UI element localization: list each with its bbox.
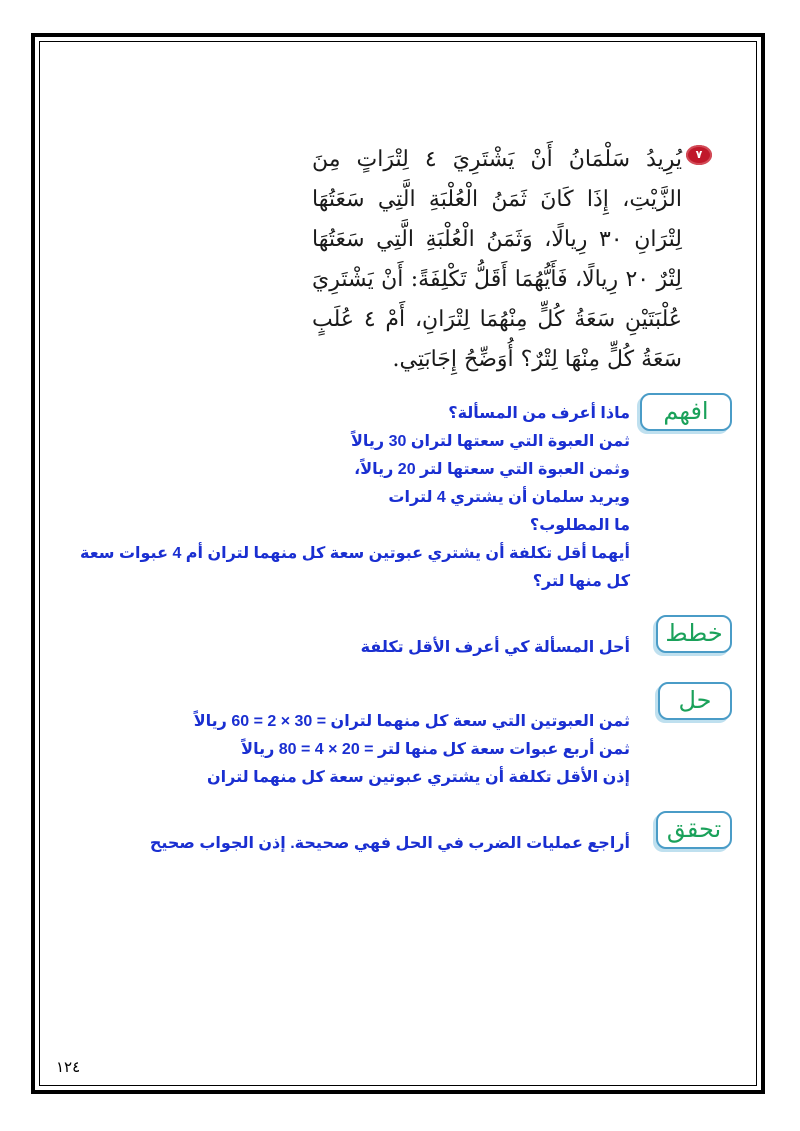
check-line: أراجع عمليات الضرب في الحل فهي صحيحة. إذن الجواب صحيح [149, 835, 630, 852]
solve-section [194, 708, 630, 792]
understand-line: أيهما أقل تكلفة أن يشتري عبوتين سعة كل منهما لتران أم 4 عبوات سعة [80, 545, 630, 562]
plan-tag: خطط [656, 615, 732, 653]
solve-tag: حل [658, 682, 732, 720]
solve-line: ثمن أربع عبوات سعة كل منها لتر = 20 × 4 = 80 ريالاً [241, 741, 630, 758]
understand-line: ماذا أعرف من المسألة؟ [448, 405, 630, 422]
plan-section [361, 634, 630, 662]
solve-line: إذن الأقل تكلفة أن يشتري عبوتين سعة كل منهما لتران [206, 769, 630, 786]
problem-statement: يُرِيدُ سَلْمَانُ أَنْ يَشْتَرِيَ ٤ لِتْرَاتٍ مِنَ الزَّيْتِ، إِذَا كَانَ ثَمَنُ الْعُلْبَةِ الَّتِي سَعَتُهَا لِتْرَانِ ٣٠ رِيالًا، وَثَمَنُ الْعُلْبَةِ الَّتِي سَعَتُهَا لِتْرٌ ٢٠ رِيالًا، فَأَيُّهُمَا أَقَلُّ تَكْلِفَةً: أَنْ يَشْتَرِيَ عُلْبَتَيْنِ سَعَةُ كُلٍّ مِنْهُمَا لِتْرَانِ، أَمْ ٤ عُلَبٍ سَعَةُ كُلٍّ مِنْهَا لِتْرٌ؟ أُوَضِّحُ إِجَابَتِي. [312, 147, 683, 372]
check-section [150, 830, 630, 858]
understand-line: ويريد سلمان أن يشتري 4 لترات [388, 489, 630, 506]
understand-tag: افهم [640, 393, 732, 431]
understand-line: ثمن العبوة التي سعتها لتران 30 ريالاً [351, 433, 630, 450]
page-number: ١٢٤ [56, 1058, 81, 1076]
understand-line: وثمن العبوة التي سعتها لتر 20 ريالاً، [354, 461, 630, 478]
plan-line: أحل المسألة كي أعرف الأقل تكلفة [360, 639, 630, 656]
solve-line: ثمن العبوتين التي سعة كل منهما لتران = 30 × 2 = 60 ريالاً [193, 713, 630, 730]
understand-line: ما المطلوب؟ [529, 517, 630, 534]
understand-section [80, 400, 630, 596]
understand-line: كل منها لتر؟ [532, 573, 630, 590]
problem-number-badge: ٧ [686, 145, 712, 165]
check-tag: تحقق [656, 811, 732, 849]
